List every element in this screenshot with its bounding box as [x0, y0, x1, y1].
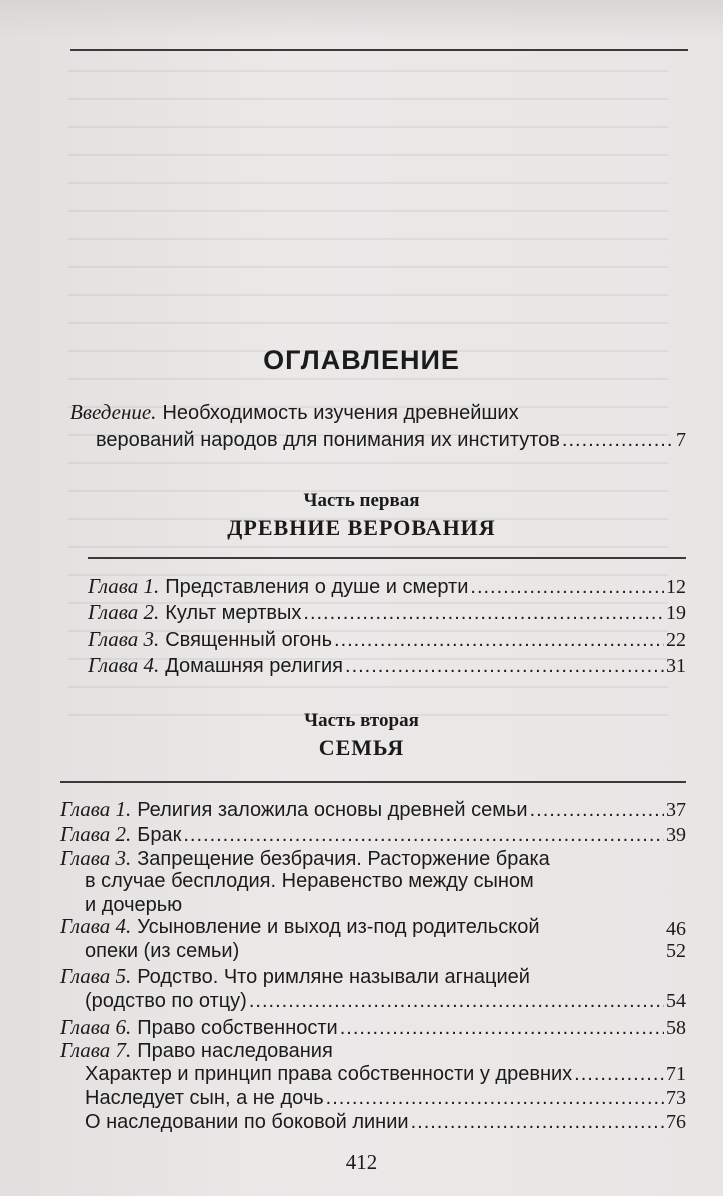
part2-chapter-5[interactable]	[60, 964, 530, 989]
chapter-page: 22	[666, 629, 686, 651]
leader-dots	[411, 1111, 664, 1134]
section-title: Характер и принцип права собственности у древних	[85, 1063, 573, 1085]
chapter-label: Глава 3.	[88, 627, 160, 651]
leader-dots	[183, 824, 664, 847]
leader-dots	[334, 629, 664, 652]
intro-entry[interactable]	[70, 400, 519, 425]
chapter-label: Глава 1.	[60, 797, 132, 821]
chapter-label: Глава 1.	[88, 574, 160, 598]
leader-dots	[470, 576, 664, 599]
chapter-title-line2: в случае бесплодия. Неравенство между сыном	[85, 870, 534, 892]
chapter-title-line1: Усыновление и выход из-под родительской	[137, 916, 540, 938]
chapter-page: 54	[666, 990, 686, 1012]
chapter-title: Право наследования	[137, 1040, 333, 1062]
part1-divider	[88, 557, 686, 559]
chapter-title-line3: и дочерью	[85, 894, 183, 916]
chapter-title: Священный огонь	[165, 629, 333, 651]
leader-dots	[562, 429, 674, 452]
section-page: 76	[666, 1111, 686, 1133]
intro-entry-line2[interactable]	[96, 429, 686, 452]
part2-divider	[60, 781, 686, 783]
chapter-title: Домашняя религия	[165, 655, 344, 677]
part1-chapter-1[interactable]	[88, 574, 686, 599]
intro-line1: Необходимость изучения древнейших	[162, 402, 519, 424]
chapter-page: 37	[666, 799, 686, 821]
chapter-title-line1: Запрещение безбрачия. Расторжение брака	[137, 848, 550, 870]
chapter-label: Глава 4.	[60, 914, 132, 938]
chapter-page: 19	[666, 602, 686, 624]
chapter-title-line2: (родство по отцу)	[85, 990, 247, 1012]
chapter-page: 12	[666, 576, 686, 598]
chapter-label: Глава 2.	[60, 822, 132, 846]
chapter-title: Культ мертвых	[165, 602, 302, 624]
chapter-title: Брак	[137, 824, 182, 846]
section-page: 73	[666, 1087, 686, 1109]
part2-chapter-7[interactable]	[60, 1038, 333, 1063]
section-page: 71	[666, 1063, 686, 1085]
chapter-page: 52	[666, 940, 686, 962]
leader-dots	[303, 602, 664, 625]
chapter-page: 46	[666, 918, 686, 940]
page-number: 412	[345, 1150, 378, 1174]
chapter-title: Религия заложила основы древней семьи	[137, 799, 528, 821]
part2-chapter-4[interactable]	[60, 914, 540, 939]
chapter-label: Глава 3.	[60, 846, 132, 870]
page-shadow	[0, 0, 723, 40]
intro-label: Введение.	[70, 400, 157, 424]
part2-chapter-6[interactable]	[60, 1015, 686, 1040]
chapter-label: Глава 7.	[60, 1038, 132, 1062]
part1-heading: Часть первая	[303, 490, 420, 511]
chapter-label: Глава 2.	[88, 600, 160, 624]
part1-chapter-4[interactable]	[88, 653, 686, 678]
chapter-label: Глава 6.	[60, 1015, 132, 1039]
chapter-title-line2: опеки (из семьи)	[85, 940, 240, 962]
part2-title: СЕМЬЯ	[318, 735, 405, 760]
chapter-title: Право собственности	[137, 1017, 338, 1039]
part1-title: ДРЕВНИЕ ВЕРОВАНИЯ	[227, 515, 496, 540]
section-entry-2[interactable]	[85, 1087, 686, 1110]
leader-dots	[530, 799, 664, 822]
leader-dots	[340, 1017, 664, 1040]
part1-chapter-2[interactable]	[88, 600, 686, 625]
intro-page: 7	[676, 429, 686, 451]
part2-chapter-2[interactable]	[60, 822, 686, 847]
part2-chapter-4-line2	[85, 940, 686, 963]
leader-dots	[326, 1087, 664, 1110]
chapter-label: Глава 4.	[88, 653, 160, 677]
section-entry-3[interactable]	[85, 1111, 686, 1134]
chapter-page: 58	[666, 1017, 686, 1039]
section-entry-1[interactable]	[85, 1063, 686, 1086]
intro-line2: верований народов для понимания их институтов	[96, 429, 560, 451]
leader-dots	[345, 655, 664, 678]
chapter-page: 39	[666, 824, 686, 846]
top-rule	[70, 49, 688, 51]
leader-dots	[249, 990, 664, 1013]
part2-chapter-3[interactable]	[60, 846, 550, 871]
chapter-title: Представления о душе и смерти	[165, 576, 469, 598]
section-title: О наследовании по боковой линии	[85, 1111, 409, 1133]
leader-dots	[574, 1063, 664, 1086]
chapter-page: 31	[666, 655, 686, 677]
section-title: Наследует сын, а не дочь	[85, 1087, 324, 1109]
part2-chapter-5-line2	[85, 990, 686, 1013]
chapter-label: Глава 5.	[60, 964, 132, 988]
chapter-title-line1: Родство. Что римляне называли агнацией	[137, 966, 530, 988]
part1-chapter-3[interactable]	[88, 627, 686, 652]
toc-title: ОГЛАВЛЕНИЕ	[263, 345, 460, 375]
part2-chapter-1[interactable]	[60, 797, 686, 822]
part2-heading: Часть вторая	[304, 710, 419, 731]
part2-chapter-3-line2	[85, 870, 534, 893]
